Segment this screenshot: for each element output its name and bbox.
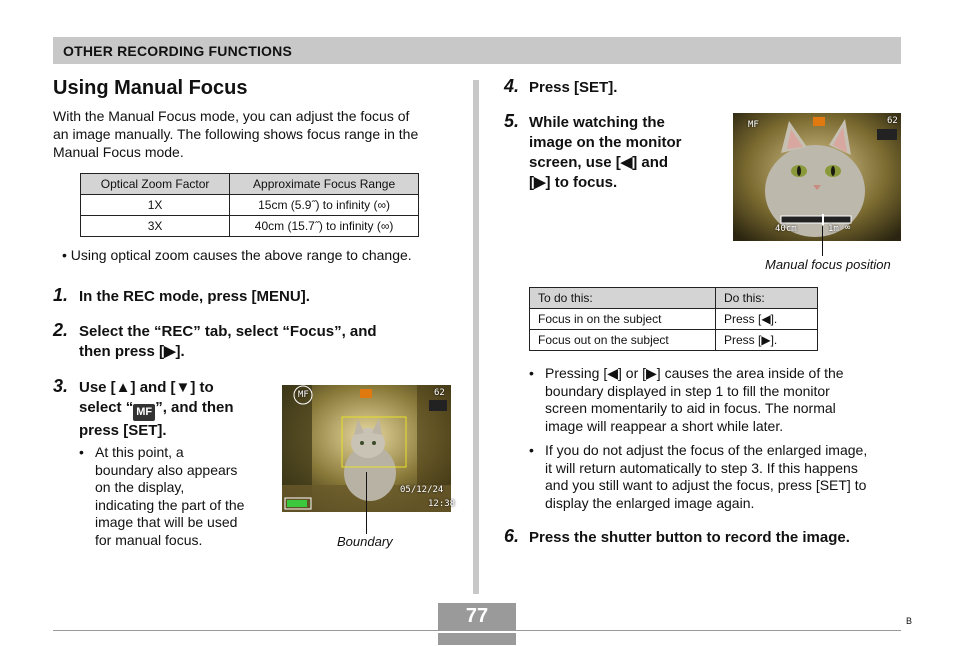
table-header-cell: Approximate Focus Range (230, 174, 419, 195)
table-header-cell: Do this: (716, 288, 818, 309)
step-number: 5. (504, 111, 520, 131)
focus-position-pointer-line (822, 226, 823, 256)
table-cell: 15cm (5.9˝) to infinity (∞) (230, 195, 419, 216)
table-cell: 1X (81, 195, 230, 216)
bullet-item (529, 365, 901, 437)
focus-scale-mid: 1m (828, 224, 839, 234)
page-number-bg-bottom (438, 633, 516, 645)
step-line-part: select “ (79, 399, 134, 416)
table-row (81, 195, 419, 216)
shots-remaining: 62 (887, 116, 898, 126)
boundary-caption: Boundary (337, 534, 393, 549)
bullet-text (545, 442, 867, 512)
bullet-line: If you do not adjust the focus of the enlarged image, (545, 442, 868, 458)
bullet-line: At this point, a (95, 444, 184, 460)
step-text (529, 113, 719, 193)
step-number: 1. (53, 285, 69, 305)
bullet-line: boundary displayed in step 1 to fill the monitor (545, 382, 830, 399)
bullet-line: indicating the part of the (95, 496, 245, 513)
focus-position-caption: Manual focus position (765, 257, 891, 272)
boundary-pointer-line (366, 472, 367, 534)
bullet-item (529, 442, 901, 514)
time-readout: 12:38 (428, 499, 456, 509)
step-text (79, 378, 279, 441)
bullet-dot: • (529, 365, 534, 381)
step-text: In the REC mode, press [MENU]. (79, 288, 310, 305)
bullet-dot: • (79, 444, 84, 460)
bullet-dot: • (529, 442, 534, 458)
bullet-line: and you still want to adjust the focus, press [SET] to (545, 477, 867, 493)
step-line: [▶] to focus. (529, 174, 618, 191)
bullet-line: for manual focus. (95, 531, 203, 548)
table-cell: 40cm (15.7˝) to infinity (∞) (230, 216, 419, 237)
table-header-row (530, 288, 818, 309)
camera-display-enlarged (733, 113, 901, 241)
column-divider (473, 80, 479, 594)
step-text: Press [SET]. (529, 79, 618, 96)
table-header-cell: Optical Zoom Factor (81, 174, 230, 195)
step-line: image on the monitor (529, 134, 682, 151)
table-cell: 3X (81, 216, 230, 237)
table-row (81, 216, 419, 237)
footer-mark: B (906, 616, 913, 626)
table-cell: Press [▶]. (716, 330, 818, 351)
table-cell: Press [◀]. (716, 309, 818, 330)
step-line: screen, use [◀] and (529, 154, 669, 171)
focus-range-table (80, 173, 419, 237)
table-cell: Focus in on the subject (530, 309, 716, 330)
mf-icon: MF (133, 404, 155, 421)
step-line: Use [▲] and [▼] to (79, 379, 214, 396)
bullet-line: image will reappear a short while later. (545, 417, 784, 434)
bullet-text (95, 444, 244, 549)
bullet-text (545, 365, 844, 435)
bullet-line: it will return automatically to step 3. If this happens (545, 459, 858, 476)
step-line (79, 398, 279, 421)
step-number: 3. (53, 376, 69, 396)
bullet-line: on the display, (95, 479, 185, 495)
step-text (79, 322, 377, 362)
table-header-row (81, 174, 419, 195)
section-header-bar (53, 37, 901, 64)
table-header-cell: To do this: (530, 288, 716, 309)
focus-scale-far: ∞ (845, 223, 851, 233)
bullet-line: Pressing [◀] or [▶] causes the area inside of the (545, 365, 844, 381)
table-row (530, 309, 818, 330)
mf-indicator: MF (748, 120, 759, 130)
step-line: press [SET]. (79, 422, 167, 439)
step-line: Select the “REC” tab, select “Focus”, and (79, 323, 377, 340)
cat-closeup-image (733, 113, 901, 241)
bullet-line: screen momentarily to aid in focus. The normal (545, 400, 836, 416)
bullet-line: image that will be used (95, 514, 238, 530)
intro-paragraph (53, 107, 453, 161)
step-text: Press the shutter button to record the image. (529, 529, 850, 546)
page-title: Using Manual Focus (53, 77, 248, 99)
step-number: 6. (504, 526, 520, 546)
section-title: OTHER RECORDING FUNCTIONS (63, 43, 292, 59)
table-cell: Focus out on the subject (530, 330, 716, 351)
table-row (530, 330, 818, 351)
page-number-box (438, 603, 516, 645)
step-line: then press [▶]. (79, 343, 185, 360)
intro-line: Manual Focus mode. (53, 144, 184, 160)
zoom-note: • Using optical zoom causes the above range to change. (62, 247, 412, 263)
step-number: 4. (504, 76, 520, 96)
step-number: 2. (53, 320, 69, 340)
page-number: 77 (465, 605, 489, 627)
date-readout: 05/12/24 (400, 485, 444, 495)
shots-remaining: 62 (434, 388, 445, 398)
intro-line: an image manually. The following shows focus range in the (53, 126, 419, 142)
bullet-line: boundary also appears (95, 461, 238, 478)
step3-bullet (79, 444, 269, 554)
mf-indicator: MF (298, 390, 309, 400)
step-line: While watching the (529, 114, 665, 131)
intro-line: With the Manual Focus mode, you can adjust the focus of (53, 108, 410, 124)
step-line-part: ”, and then (155, 399, 234, 416)
focus-control-table (529, 287, 818, 351)
bullet-line: display the enlarged image again. (545, 494, 755, 511)
focus-scale-near: 40cm (775, 224, 797, 234)
